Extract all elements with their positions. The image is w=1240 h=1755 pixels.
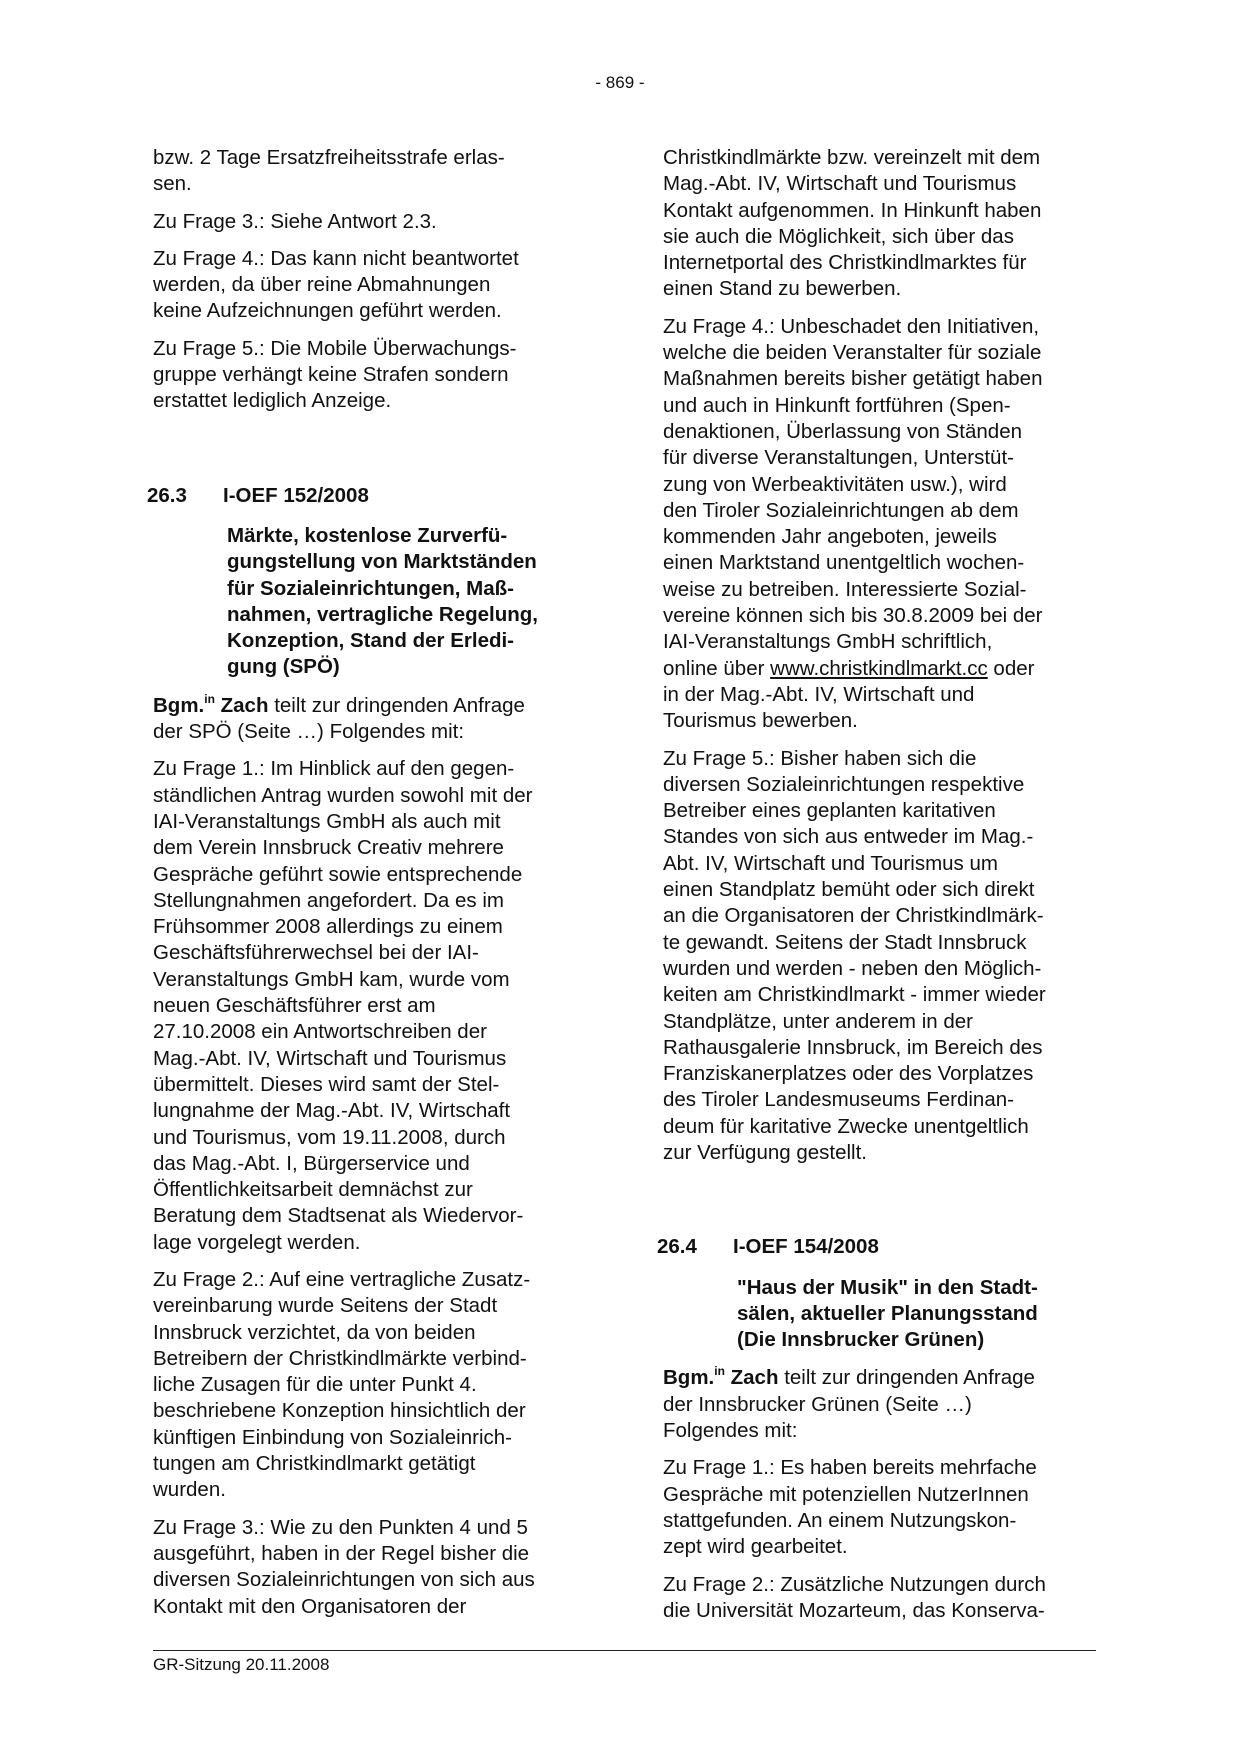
speaker-title: Bgm. bbox=[663, 1366, 715, 1390]
title-line: sälen, aktueller Planungsstand bbox=[737, 1301, 1038, 1325]
text-line: erstattet lediglich Anzeige. bbox=[153, 389, 392, 413]
speaker-text: teilt zur dringenden Anfrage bbox=[784, 1366, 1035, 1390]
text-line: IAI-Veranstaltungs GmbH als auch mit bbox=[153, 809, 501, 833]
text-line: Zu Frage 4.: Das kann nicht beantwortet bbox=[153, 246, 519, 270]
text-line bbox=[153, 693, 585, 719]
section-code: I-OEF 152/2008 bbox=[223, 483, 369, 507]
title-line: nahmen, vertragliche Regelung, bbox=[227, 602, 538, 626]
text-line: wurden und werden - neben den Möglich- bbox=[663, 956, 1042, 980]
text-line: Gespräche mit potenziellen NutzerInnen bbox=[663, 1482, 1029, 1506]
section-heading-26-3 bbox=[147, 483, 585, 509]
text-line: des Tiroler Landesmuseums Ferdinan- bbox=[663, 1088, 1014, 1112]
paragraph-christkindlmaerkte bbox=[663, 145, 1096, 303]
text-line: sen. bbox=[153, 172, 192, 196]
text-line: an die Organisatoren der Christkindlmärk- bbox=[663, 904, 1044, 928]
text-line: stattgefunden. An einem Nutzungskon- bbox=[663, 1508, 1017, 1532]
speaker-name: Zach bbox=[220, 693, 269, 717]
title-line: Märkte, kostenlose Zurverfü- bbox=[227, 523, 508, 547]
text-line: Zu Frage 5.: Die Mobile Überwachungs- bbox=[153, 336, 517, 360]
section-title bbox=[737, 1275, 1096, 1354]
text-line: Mag.-Abt. IV, Wirtschaft und Tourismus bbox=[663, 172, 1017, 196]
text-line: sie auch die Möglichkeit, sich über das bbox=[663, 224, 1014, 248]
text-line: Innsbruck verzichtet, da von beiden bbox=[153, 1320, 476, 1344]
text-line: deum für karitative Zwecke unentgeltlich bbox=[663, 1114, 1029, 1138]
text-line: liche Zusagen für die unter Punkt 4. bbox=[153, 1373, 477, 1397]
text-line: 27.10.2008 ein Antwortschreiben der bbox=[153, 1020, 487, 1044]
text-line: Standplätze, unter anderem in der bbox=[663, 1009, 973, 1033]
text-line: vereinbarung wurde Seitens der Stadt bbox=[153, 1294, 498, 1318]
text-line: keiten am Christkindlmarkt - immer wieder bbox=[663, 983, 1046, 1007]
paragraph-frage-4 bbox=[153, 246, 585, 325]
footer-text: GR-Sitzung 20.11.2008 bbox=[153, 1655, 330, 1674]
text-line: ausgeführt, haben in der Regel bisher die bbox=[153, 1541, 530, 1565]
text-line: für diverse Veranstaltungen, Unterstüt- bbox=[663, 446, 1014, 470]
paragraph-frage-5 bbox=[153, 336, 585, 415]
text-line: zung von Werbeaktivitäten usw.), wird bbox=[663, 472, 1007, 496]
text-segment: oder bbox=[993, 656, 1035, 680]
page-number: - 869 - bbox=[595, 73, 645, 92]
text-line: Gespräche geführt sowie entsprechende bbox=[153, 862, 523, 886]
text-segment: online über bbox=[663, 656, 765, 680]
text-line: werden, da über reine Abmahnungen bbox=[153, 273, 491, 297]
answer-frage-1 bbox=[153, 756, 585, 1256]
text-line: Abt. IV, Wirtschaft und Tourismus um bbox=[663, 851, 998, 875]
text-line: Christkindlmärkte bzw. vereinzelt mit dem bbox=[663, 146, 1041, 169]
text-line: Frühsommer 2008 allerdings zu einem bbox=[153, 915, 503, 939]
text-line: Kontakt mit den Organisatoren der bbox=[153, 1594, 467, 1618]
speaker-name: Zach bbox=[730, 1366, 779, 1390]
text-line: zur Verfügung gestellt. bbox=[663, 1140, 867, 1164]
text-line: Standes von sich aus entweder im Mag.- bbox=[663, 825, 1034, 849]
text-line: Zu Frage 2.: Auf eine vertragliche Zusatz- bbox=[153, 1267, 531, 1291]
paragraph-ersatzfreiheitsstrafe bbox=[153, 145, 585, 198]
section-number: 26.4 bbox=[657, 1235, 697, 1259]
title-line: gung (SPÖ) bbox=[227, 655, 340, 679]
title-line: "Haus der Musik" in den Stadt- bbox=[737, 1275, 1038, 1299]
text-line: Zu Frage 5.: Bisher haben sich die bbox=[663, 746, 977, 770]
title-line: gungstellung von Marktständen bbox=[227, 550, 537, 574]
text-line: Zu Frage 3.: Wie zu den Punkten 4 und 5 bbox=[153, 1515, 528, 1539]
text-line: Zu Frage 3.: Siehe Antwort 2.3. bbox=[153, 209, 437, 233]
answer-frage-2 bbox=[153, 1267, 585, 1504]
text-line: Mag.-Abt. IV, Wirtschaft und Tourismus bbox=[153, 1046, 507, 1070]
answer-frage-4 bbox=[663, 314, 1096, 735]
text-line: beschriebene Konzeption hinsichtlich der bbox=[153, 1399, 526, 1423]
text-line: Betreiber eines geplanten karitativen bbox=[663, 799, 996, 823]
text-line: lage vorgelegt werden. bbox=[153, 1230, 361, 1254]
text-line: Folgendes mit: bbox=[663, 1419, 798, 1443]
text-line: wurden. bbox=[153, 1478, 226, 1502]
christkindlmarkt-link[interactable]: www.christkindlmarkt.cc bbox=[770, 656, 988, 680]
text-line: Kontakt aufgenommen. In Hinkunft haben bbox=[663, 198, 1042, 222]
answer-frage-1 bbox=[663, 1455, 1096, 1560]
right-column bbox=[657, 145, 1096, 1635]
answer-frage-3 bbox=[153, 1515, 585, 1620]
text-line: Maßnahmen bereits bisher getätigt haben bbox=[663, 367, 1043, 391]
text-line: einen Standplatz bemüht oder sich direkt bbox=[663, 878, 1035, 902]
answer-frage-5 bbox=[663, 746, 1096, 1167]
speaker-title-suffix: in bbox=[714, 1364, 725, 1379]
speaker-intro bbox=[663, 1365, 1096, 1444]
text-line: tungen am Christkindlmarkt getätigt bbox=[153, 1452, 476, 1476]
text-line: einen Marktstand unentgeltlich wochen- bbox=[663, 551, 1025, 575]
text-line: weise zu betreiben. Interessierte Sozial- bbox=[663, 577, 1027, 601]
text-line: dem Verein Innsbruck Creativ mehrere bbox=[153, 836, 504, 860]
speaker-text: teilt zur dringenden Anfrage bbox=[274, 693, 525, 717]
text-line: Zu Frage 1.: Im Hinblick auf den gegen- bbox=[153, 757, 515, 781]
text-line: neuen Geschäftsführer erst am bbox=[153, 994, 436, 1018]
text-line: Geschäftsführerwechsel bei der IAI- bbox=[153, 941, 479, 965]
answer-frage-2 bbox=[663, 1572, 1096, 1625]
text-line: der SPÖ (Seite …) Folgendes mit: bbox=[153, 720, 465, 744]
text-line: kommenden Jahr angeboten, jeweils bbox=[663, 525, 997, 549]
text-line bbox=[663, 656, 1096, 682]
text-line: übermittelt. Dieses wird samt der Stel- bbox=[153, 1072, 500, 1096]
speaker-title: Bgm. bbox=[153, 693, 205, 717]
title-line: für Sozialeinrichtungen, Maß- bbox=[227, 576, 515, 600]
text-line: Stellungnahmen angefordert. Da es im bbox=[153, 888, 504, 912]
text-line: die Universität Mozarteum, das Konserva- bbox=[663, 1598, 1045, 1622]
text-line: welche die beiden Veranstalter für soziale bbox=[663, 341, 1042, 365]
text-line: Betreibern der Christkindlmärkte verbind- bbox=[153, 1346, 527, 1370]
text-line: Franziskanerplatzes oder des Vorplatzes bbox=[663, 1062, 1034, 1086]
text-line: lungnahme der Mag.-Abt. IV, Wirtschaft bbox=[153, 1099, 511, 1123]
text-line: das Mag.-Abt. I, Bürgerservice und bbox=[153, 1151, 470, 1175]
text-line: Rathausgalerie Innsbruck, im Bereich des bbox=[663, 1035, 1043, 1059]
text-line: Zu Frage 1.: Es haben bereits mehrfache bbox=[663, 1456, 1037, 1480]
text-line: der Innsbrucker Grünen (Seite …) bbox=[663, 1392, 972, 1416]
text-line: künftigen Einbindung von Sozialeinrich- bbox=[153, 1425, 512, 1449]
text-line: te gewandt. Seitens der Stadt Innsbruck bbox=[663, 930, 1027, 954]
text-line: IAI-Veranstaltungs GmbH schriftlich, bbox=[663, 630, 993, 654]
section-code: I-OEF 154/2008 bbox=[733, 1235, 879, 1259]
text-line: keine Aufzeichnungen geführt werden. bbox=[153, 299, 502, 323]
text-line: gruppe verhängt keine Strafen sondern bbox=[153, 363, 509, 387]
text-line: Beratung dem Stadtsenat als Wiedervor- bbox=[153, 1204, 524, 1228]
text-line: diversen Sozialeinrichtungen respektive bbox=[663, 772, 1025, 796]
text-line: Internetportal des Christkindlmarktes für bbox=[663, 251, 1027, 275]
speaker-intro bbox=[153, 693, 585, 746]
text-line bbox=[663, 1365, 1096, 1391]
text-line: bzw. 2 Tage Ersatzfreiheitsstrafe erlas- bbox=[153, 146, 505, 169]
text-line: vereine können sich bis 30.8.2009 bei der bbox=[663, 604, 1043, 628]
section-heading-26-4 bbox=[657, 1234, 1096, 1260]
text-line: einen Stand zu bewerben. bbox=[663, 277, 902, 301]
text-line: und Tourismus, vom 19.11.2008, durch bbox=[153, 1125, 506, 1149]
text-line: denaktionen, Überlassung von Ständen bbox=[663, 419, 1023, 443]
text-line: Veranstaltungs GmbH kam, wurde vom bbox=[153, 967, 510, 991]
section-title bbox=[227, 523, 585, 681]
section-number: 26.3 bbox=[147, 483, 187, 507]
text-line: Zu Frage 4.: Unbeschadet den Initiativen, bbox=[663, 314, 1040, 338]
text-line: Zu Frage 2.: Zusätzliche Nutzungen durch bbox=[663, 1572, 1046, 1596]
text-line: Tourismus bewerben. bbox=[663, 709, 858, 733]
text-line: in der Mag.-Abt. IV, Wirtschaft und bbox=[663, 682, 975, 706]
text-line: ständlichen Antrag wurden sowohl mit der bbox=[153, 783, 533, 807]
left-column bbox=[147, 145, 585, 1631]
text-line: und auch in Hinkunft fortführen (Spen- bbox=[663, 393, 1011, 417]
text-line: Öffentlichkeitsarbeit demnächst zur bbox=[153, 1178, 473, 1202]
title-line: Konzeption, Stand der Erledi- bbox=[227, 629, 515, 653]
text-line: den Tiroler Sozialeinrichtungen ab dem bbox=[663, 498, 1019, 522]
text-line: zept wird gearbeitet. bbox=[663, 1535, 848, 1559]
paragraph-frage-3 bbox=[153, 209, 585, 235]
title-line: (Die Innsbrucker Grünen) bbox=[737, 1328, 985, 1352]
speaker-title-suffix: in bbox=[204, 691, 215, 706]
footer-divider bbox=[153, 1650, 1096, 1651]
text-line: diversen Sozialeinrichtungen von sich aus bbox=[153, 1568, 535, 1592]
